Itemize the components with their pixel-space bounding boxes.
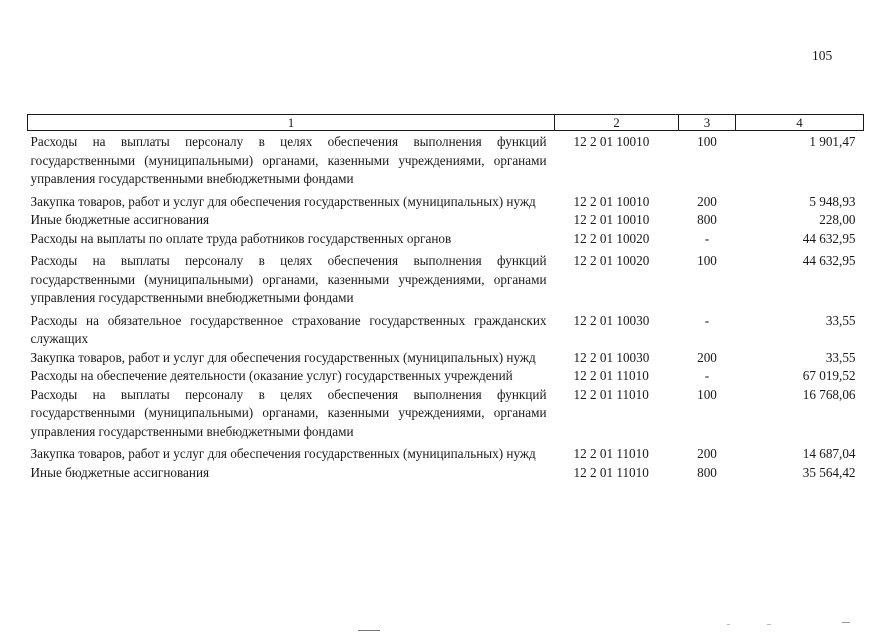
row-amount: 44 632,95 — [802, 230, 856, 246]
row-name: Иные бюджетные ассигнования — [30, 464, 210, 480]
row-code: 12 2 01 10010 — [573, 193, 650, 209]
table-row — [28, 189, 864, 212]
scan-artifact — [767, 624, 771, 625]
row-amount: 67 019,52 — [802, 368, 856, 383]
header-col-4: 4 — [736, 115, 864, 131]
row-type: 100 — [697, 386, 717, 402]
row-code: 12 2 01 11010 — [573, 368, 649, 383]
row-code: 12 2 01 10010 — [573, 134, 650, 149]
row-type: 200 — [697, 349, 717, 365]
row-amount: 44 632,95 — [802, 253, 856, 268]
row-type: 800 — [697, 212, 717, 227]
table-row — [28, 386, 864, 442]
scan-artifact — [358, 630, 380, 631]
row-amount: 14 687,04 — [802, 446, 856, 461]
row-name: Закупка товаров, работ и услуг для обеспечения государственных (муниципальных) нужд — [30, 446, 536, 461]
table-row — [28, 230, 864, 249]
row-code: 12 2 01 11010 — [573, 464, 649, 480]
row-name: Расходы на выплаты персоналу в целях обеспечения выполнения функций государственными (муниципальными) органами, казенными учреждениями, органами управления государственными внебюджетными фондами — [30, 386, 547, 439]
table-row — [28, 464, 864, 483]
row-amount: 35 564,42 — [802, 464, 856, 480]
row-type: - — [704, 312, 710, 328]
row-code: 12 2 01 10030 — [573, 349, 650, 365]
scan-artifact — [727, 624, 730, 625]
table-body — [28, 131, 864, 483]
header-col-3: 3 — [679, 115, 736, 131]
header-col-1: 1 — [28, 115, 555, 131]
row-name: Закупка товаров, работ и услуг для обеспечения государственных (муниципальных) нужд — [30, 193, 536, 209]
row-amount: 33,55 — [825, 349, 856, 365]
row-type: 100 — [697, 253, 717, 268]
table-row — [28, 441, 864, 464]
row-name: Расходы на выплаты персоналу в целях обеспечения выполнения функций государственными (муниципальными) органами, казенными учреждениями, органами управления государственными внебюджетными фондами — [30, 134, 547, 186]
row-code: 12 2 01 10030 — [573, 312, 650, 328]
header-row — [28, 115, 864, 131]
page-number: 105 — [812, 48, 833, 63]
row-type: 200 — [697, 446, 717, 461]
row-name: Расходы на выплаты по оплате труда работников государственных органов — [30, 230, 452, 246]
row-amount: 1 901,47 — [809, 134, 856, 149]
header-col-2: 2 — [555, 115, 679, 131]
row-code: 12 2 01 11010 — [573, 446, 649, 461]
row-amount: 33,55 — [825, 312, 856, 328]
row-type: 800 — [697, 464, 717, 480]
row-name: Закупка товаров, работ и услуг для обеспечения государственных (муниципальных) нужд — [30, 349, 536, 365]
row-type: 200 — [697, 193, 717, 209]
row-type: - — [704, 368, 710, 383]
row-code: 12 2 01 10010 — [573, 212, 650, 227]
row-amount: 228,00 — [819, 212, 856, 227]
table-header — [28, 115, 864, 131]
table-row — [28, 211, 864, 230]
row-name: Расходы на выплаты персоналу в целях обеспечения выполнения функций государственными (муниципальными) органами, казенными учреждениями, органами управления государственными внебюджетными фондами — [30, 253, 547, 305]
row-name: Иные бюджетные ассигнования — [30, 212, 210, 227]
row-code: 12 2 01 10020 — [573, 253, 650, 268]
table-row — [28, 349, 864, 368]
budget-table — [27, 114, 864, 482]
row-amount: 16 768,06 — [802, 386, 856, 402]
row-name: Расходы на обязательное государственное страхование государственных гражданских служащих — [30, 312, 547, 346]
scan-artifact — [842, 622, 850, 623]
row-type: 100 — [697, 134, 717, 149]
table-row — [28, 367, 864, 386]
row-code: 12 2 01 10020 — [573, 230, 650, 246]
table-row — [28, 308, 864, 349]
row-type: - — [704, 230, 710, 246]
row-name: Расходы на обеспечение деятельности (оказание услуг) государственных учреждений — [30, 368, 513, 383]
row-code: 12 2 01 11010 — [573, 386, 649, 402]
table-row — [28, 248, 864, 308]
table-row — [28, 131, 864, 189]
row-amount: 5 948,93 — [809, 193, 856, 209]
